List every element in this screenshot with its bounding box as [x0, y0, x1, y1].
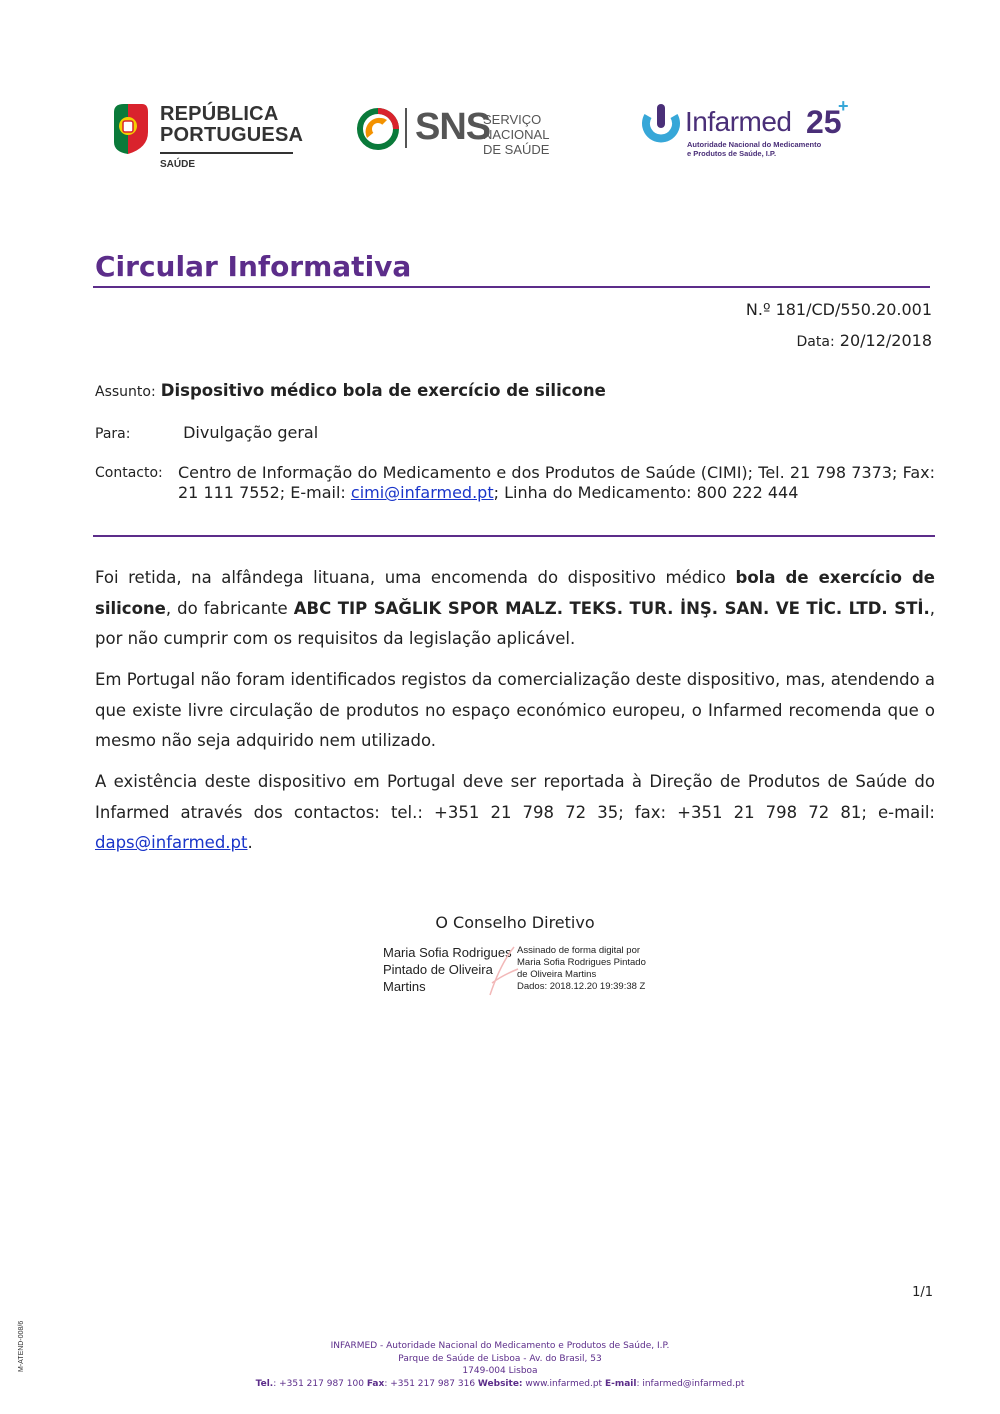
manufacturer-name: ABC TIP SAĞLIK SPOR MALZ. TEKS. TUR. İNŞ. SAN. VE TİC. LTD. STİ.: [293, 598, 930, 618]
republica-portuguesa-logo: [110, 102, 304, 172]
infarmed-logo: [640, 96, 860, 166]
subject-value: Dispositivo médico bola de exercício de silicone: [160, 381, 606, 400]
republica-divider: [160, 152, 293, 154]
infarmed-wordmark: Infarmed: [685, 106, 792, 137]
sns-logo: [357, 106, 597, 157]
recipient-label: Para:: [95, 426, 131, 442]
infarmed-plus-mark: +: [838, 96, 849, 116]
infarmed-emblem-icon: [640, 102, 682, 148]
sns-divider: [405, 108, 407, 148]
subject-row: [95, 381, 606, 400]
page-number: 1/1: [912, 1285, 933, 1300]
circular-date: [797, 331, 932, 350]
section-divider: [93, 535, 935, 537]
contact-text-end: ; Linha do Medicamento: 800 222 444: [493, 483, 799, 502]
board-signature-title: O Conselho Diretivo: [435, 913, 595, 932]
date-label: Data:: [796, 334, 835, 350]
sns-emblem-icon: [357, 108, 399, 150]
circular-number: N.º 181/CD/550.20.001: [745, 300, 932, 319]
footer: [0, 1340, 1000, 1390]
paragraph-3: A existência deste dispositivo em Portugal deve ser reportada à Direção de Produtos de Saúde do Infarmed através dos contactos: tel.: +351 21 798 72 35; fax: +351 21 798 72 81; e-mail: daps@infarmed.pt.: [95, 772, 935, 852]
recipient-row: [95, 423, 318, 442]
sns-subtitle: SERVIÇO NACIONAL DE SAÚDE: [483, 112, 550, 157]
footer-address: Parque de Saúde de Lisboa - Av. do Brasil, 53: [398, 1353, 602, 1364]
contact-value: [178, 463, 935, 503]
digital-signature-details: Assinado de forma digital por Maria Sofia Rodrigues Pintado de Oliveira Martins Dados: 2018.12.20 19:39:38 Z: [517, 945, 646, 992]
footer-postal-code: 1749-004 Lisboa: [462, 1366, 538, 1376]
contact-text: Centro de Informação do Medicamento e dos Produtos de Saúde (CIMI); Tel. 21 798 7373; Fax: 21 111 7552; E-mail:: [178, 463, 935, 502]
infarmed-25-mark: 25: [806, 104, 842, 140]
document-form-code: M-ATEND-008/6: [18, 1320, 25, 1372]
infarmed-subtitle: Autoridade Nacional do Medicamento e Produtos de Saúde, I.P.: [687, 140, 822, 158]
cimi-email-link[interactable]: cimi@infarmed.pt: [350, 483, 494, 502]
republica-wordmark: REPÚBLICA PORTUGUESA: [160, 103, 304, 146]
republica-saude-label: SAÚDE: [160, 159, 196, 170]
paragraph-1: Foi retida, na alfândega lituana, uma encomenda do dispositivo médico bola de exercício de silicone, do fabricante ABC TIP SAĞLIK SPOR MALZ. TEKS. TUR. İNŞ. SAN. VE TİC. LTD. STİ., por não cumprir com os requisitos da legislação aplicável.: [95, 568, 935, 648]
sns-wordmark: SNS: [415, 106, 491, 148]
signer-name: Maria Sofia Rodrigues Pintado de Oliveira Martins: [383, 945, 512, 994]
subject-label: Assunto:: [95, 384, 156, 400]
footer-organization: INFARMED - Autoridade Nacional do Medicamento e Produtos de Saúde, I.P.: [330, 1341, 670, 1351]
date-value: 20/12/2018: [839, 331, 932, 350]
republica-emblem-icon: [110, 102, 152, 158]
footer-contacts: Tel.: +351 217 987 100 Fax: +351 217 987 316 Website: www.infarmed.pt E-mail: infarmed@infarmed.pt: [255, 1378, 745, 1389]
recipient-value: Divulgação geral: [183, 423, 319, 442]
contact-label: Contacto:: [95, 465, 163, 481]
page-title: Circular Informativa: [95, 250, 412, 283]
device-name: bola de exercício de silicone: [95, 568, 935, 618]
paragraph-2: Em Portugal não foram identificados registos da comercialização deste dispositivo, mas, atendendo a que existe livre circulação de produtos no espaço económico europeu, o Infarmed recomenda que o mesmo não seja adquirido nem utilizado.: [95, 670, 935, 750]
title-divider: [93, 286, 930, 288]
daps-email-link[interactable]: daps@infarmed.pt: [95, 833, 248, 852]
